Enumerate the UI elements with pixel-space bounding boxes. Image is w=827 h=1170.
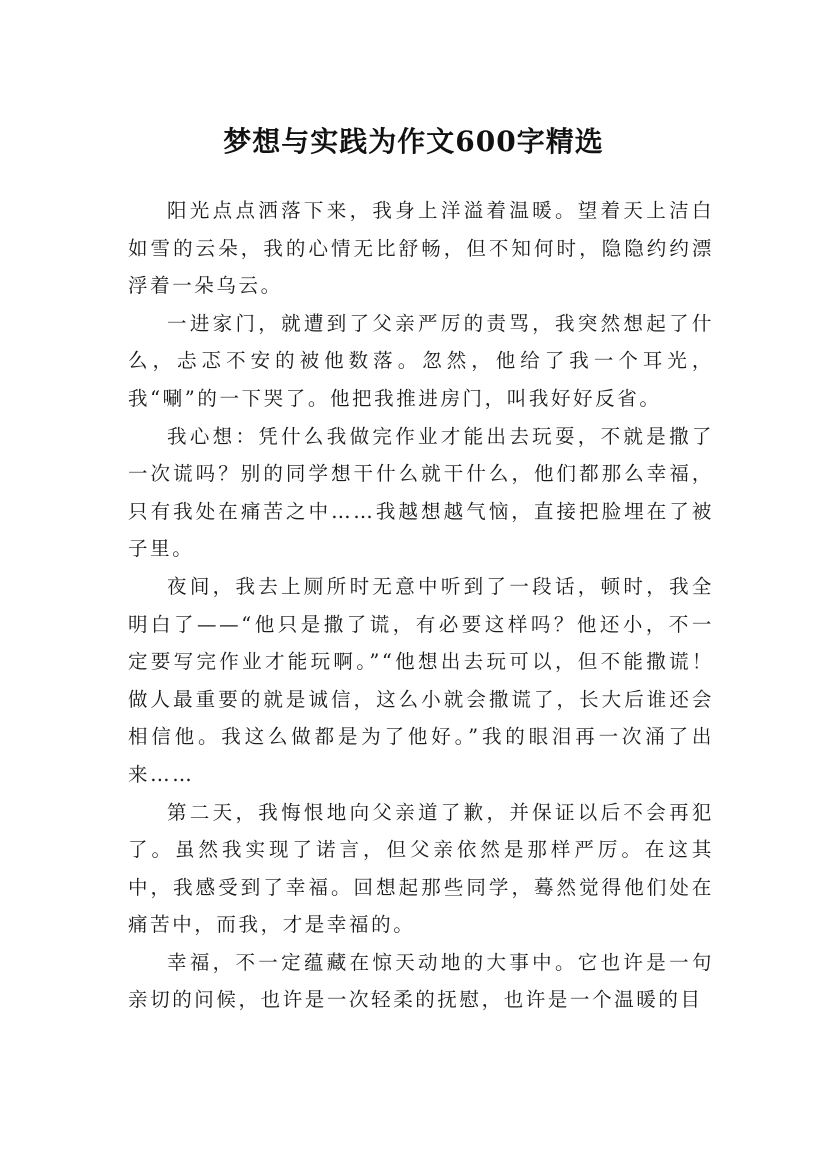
paragraph-5: 第二天，我悔恨地向父亲道了歉，并保证以后不会再犯了。虽然我实现了诺言，但父亲依然是那样严厉。在这其中，我感受到了幸福。回想起那些同学，蓦然觉得他们处在痛苦中，而我，才是幸福的。	[128, 800, 714, 937]
paragraph-1: 阳光点点洒落下来，我身上洋溢着温暖。望着天上洁白如雪的云朵，我的心情无比舒畅，但不知何时，隐隐约约漂浮着一朵乌云。	[128, 199, 714, 298]
document-title: 梦想与实践为作文600字精选	[223, 124, 604, 158]
paragraph-2: 一进家门，就遭到了父亲严厉的责骂，我突然想起了什么，忐忑不安的被他数落。忽然，他给了我一个耳光，我“唰”的一下哭了。他把我推进房门，叫我好好反省。	[128, 311, 714, 410]
paragraph-6: 幸福，不一定蕴藏在惊天动地的大事中。它也许是一句亲切的问候，也许是一次轻柔的抚慰，也许是一个温暖的目	[128, 950, 714, 1012]
paragraph-3: 我心想：凭什么我做完作业才能出去玩耍，不就是撒了一次谎吗？别的同学想干什么就干什么，他们都那么幸福，只有我处在痛苦之中……我越想越气恼，直接把脸埋在了被子里。	[128, 424, 714, 561]
paragraph-4: 夜间，我去上厕所时无意中听到了一段话，顿时，我全明白了——“他只是撒了谎，有必要这样吗？他还小，不一定要写完作业才能玩啊。”“他想出去玩可以，但不能撒谎！做人最重要的就是诚信，这么小就会撒谎了，长大后谁还会相信他。我这么做都是为了他好。”我的眼泪再一次涌了出来……	[128, 574, 714, 786]
article-body	[128, 192, 714, 1019]
